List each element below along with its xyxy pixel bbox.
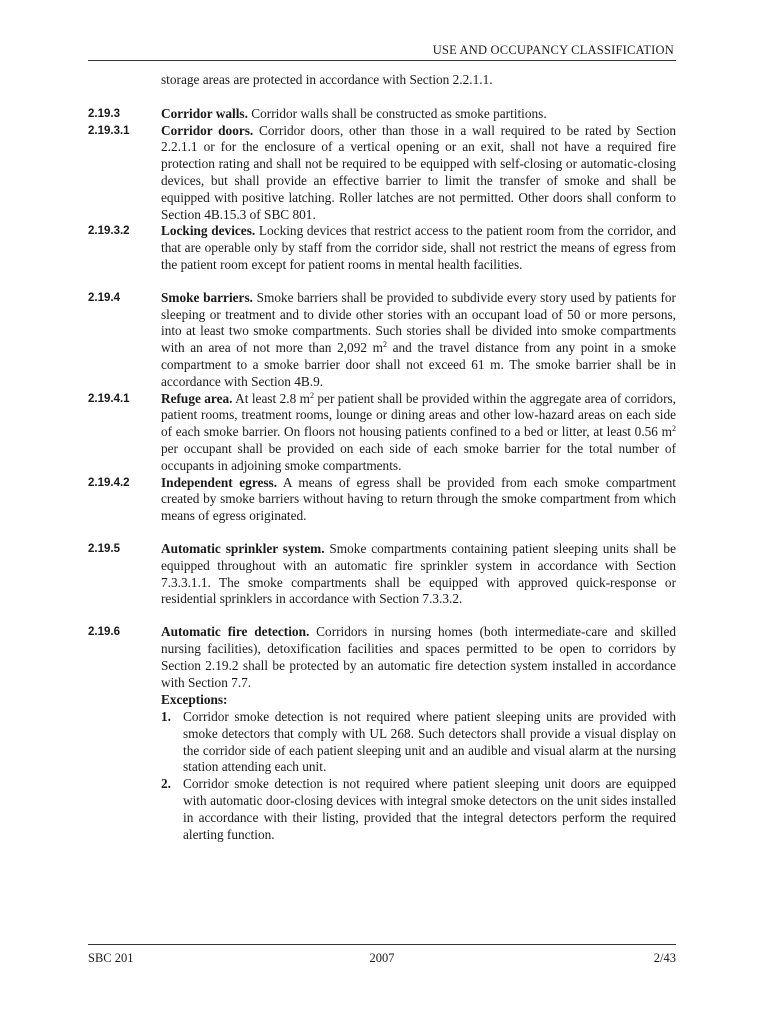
exception-item [88, 709, 676, 776]
section-text: At least 2.8 m [232, 390, 310, 406]
section-body [161, 106, 676, 123]
section-title: Automatic fire detection. [161, 624, 310, 640]
section-text: Locking devices that restrict access to the patient room from the corridor, and that are operable only by staff from the corridor side, shall not restrict the means of egress from the patient room except for patient rooms in mental health facilities. [161, 223, 676, 272]
running-header: USE AND OCCUPANCY CLASSIFICATION [432, 43, 674, 57]
section-number: 2.19.5 [88, 542, 120, 555]
section-2-19-4-1 [88, 391, 676, 475]
exception-number: 1. [161, 709, 171, 725]
section-body [161, 290, 676, 391]
section-title: Corridor doors. [161, 122, 254, 138]
section-2-19-3 [88, 106, 676, 123]
section-body [161, 475, 676, 525]
section-text: Corridor walls shall be constructed as smoke partitions. [247, 105, 547, 121]
section-number: 2.19.3 [88, 107, 120, 120]
section-body [161, 541, 676, 608]
exceptions-heading: Exceptions: [161, 692, 228, 708]
section-title: Refuge area. [161, 390, 233, 406]
section-2-19-4 [88, 290, 676, 391]
header-divider [88, 60, 676, 61]
section-text: per occupant shall be provided on each side of each smoke barrier for the total number of occupants in adjoining smoke compartments. [161, 440, 676, 473]
section-text: and the travel distance from any point in a smoke compartment to a smoke barrier door shall not exceed 61 m. The smoke barrier shall be in accordance with Section 4B.9. [161, 340, 676, 389]
section-title: Independent egress. [161, 474, 278, 490]
section-number: 2.19.4.2 [88, 476, 130, 489]
section-number: 2.19.3.1 [88, 124, 130, 137]
section-number: 2.19.3.2 [88, 225, 130, 238]
section-body [161, 624, 676, 691]
section-body [161, 123, 676, 224]
section-2-19-3-2 [88, 223, 676, 273]
page-number: 2/43 [653, 951, 676, 965]
section-2-19-4-2 [88, 475, 676, 525]
section-number: 2.19.4.1 [88, 392, 130, 405]
section-number: 2.19.6 [88, 626, 120, 639]
section-text: per patient shall be provided within the aggregate area of corridors, patient rooms, treatment rooms, lounge or dining areas and other low-hazard areas on each side of each smoke barrier. On floors not housing patients confined to a bed or litter, at least 0.56 m [161, 390, 676, 440]
superscript: 2 [310, 390, 314, 400]
exception-item [88, 776, 676, 843]
continuation-text: storage areas are protected in accordance with Section 2.2.1.1. [161, 72, 493, 87]
footer-year: 2007 [369, 951, 395, 965]
section-title: Locking devices. [161, 223, 256, 239]
section-text: Corridors in nursing homes (both intermediate-care and skilled nursing facilities), detoxification facilities and spaces permitted to be open to corridors by Section 2.19.2 shall be protected by an automatic fire detection system installed in accordance with Section 7.7. [161, 624, 676, 690]
section-2-19-5 [88, 541, 676, 608]
page-content [88, 72, 676, 843]
section-text: Smoke barriers shall be provided to subdivide every story used by patients for sleeping or treatment and to divide other stories with an occupant load of 50 or more persons, into at least two smoke compartments. Such stories shall be divided into smoke compartments with an area of not more than 2,092 m [161, 289, 676, 356]
superscript: 2 [672, 424, 676, 434]
section-text: Corridor doors, other than those in a wall required to be rated by Section 2.2.1.1 or for the enclosure of a vertical opening or an exit, shall not have a required fire protection rating and shall not be required to be equipped with self-closing or automatic-closing devices, but shall provide an effective barrier to limit the transfer of smoke and shall be equipped with positive latching. Roller latches are not permitted. Other doors shall conform to Section 4B.15.3 of SBC 801. [161, 122, 676, 222]
section-title: Automatic sprinkler system. [161, 540, 325, 556]
footer-code: SBC 201 [88, 951, 134, 965]
section-text: A means of egress shall be provided from each smoke compartment created by smoke barriers without having to return through the smoke compartment from which means of egress originated. [161, 474, 676, 524]
exception-number: 2. [161, 776, 171, 792]
section-body [161, 223, 676, 273]
section-body [161, 391, 676, 475]
section-text: Smoke compartments containing patient sleeping units shall be equipped throughout with an automatic fire sprinkler system in accordance with Section 7.3.3.1.1. The smoke compartments shall be equipped with approved quick-response or residential sprinklers in accordance with Section 7.3.3.2. [161, 540, 676, 607]
section-number: 2.19.4 [88, 291, 120, 304]
section-2-19-6 [88, 624, 676, 691]
superscript: 2 [382, 340, 387, 350]
section-2-19-3-1 [88, 123, 676, 224]
footer-divider [88, 944, 676, 945]
exception-text: Corridor smoke detection is not required where patient sleeping unit doors are equipped with automatic door-closing devices with integral smoke detectors on the unit sides installed in accordance with their listing, provided that the integral detectors perform the required alerting function. [183, 776, 676, 842]
section-title: Corridor walls. [161, 105, 248, 121]
exception-text: Corridor smoke detection is not required where patient sleeping units are provided with smoke detectors that comply with UL 268. Such detectors shall provide a visual display on the corridor side of each patient sleeping unit and an audible and visual alarm at the nursing station attending each unit. [183, 709, 676, 775]
section-title: Smoke barriers. [161, 289, 253, 305]
